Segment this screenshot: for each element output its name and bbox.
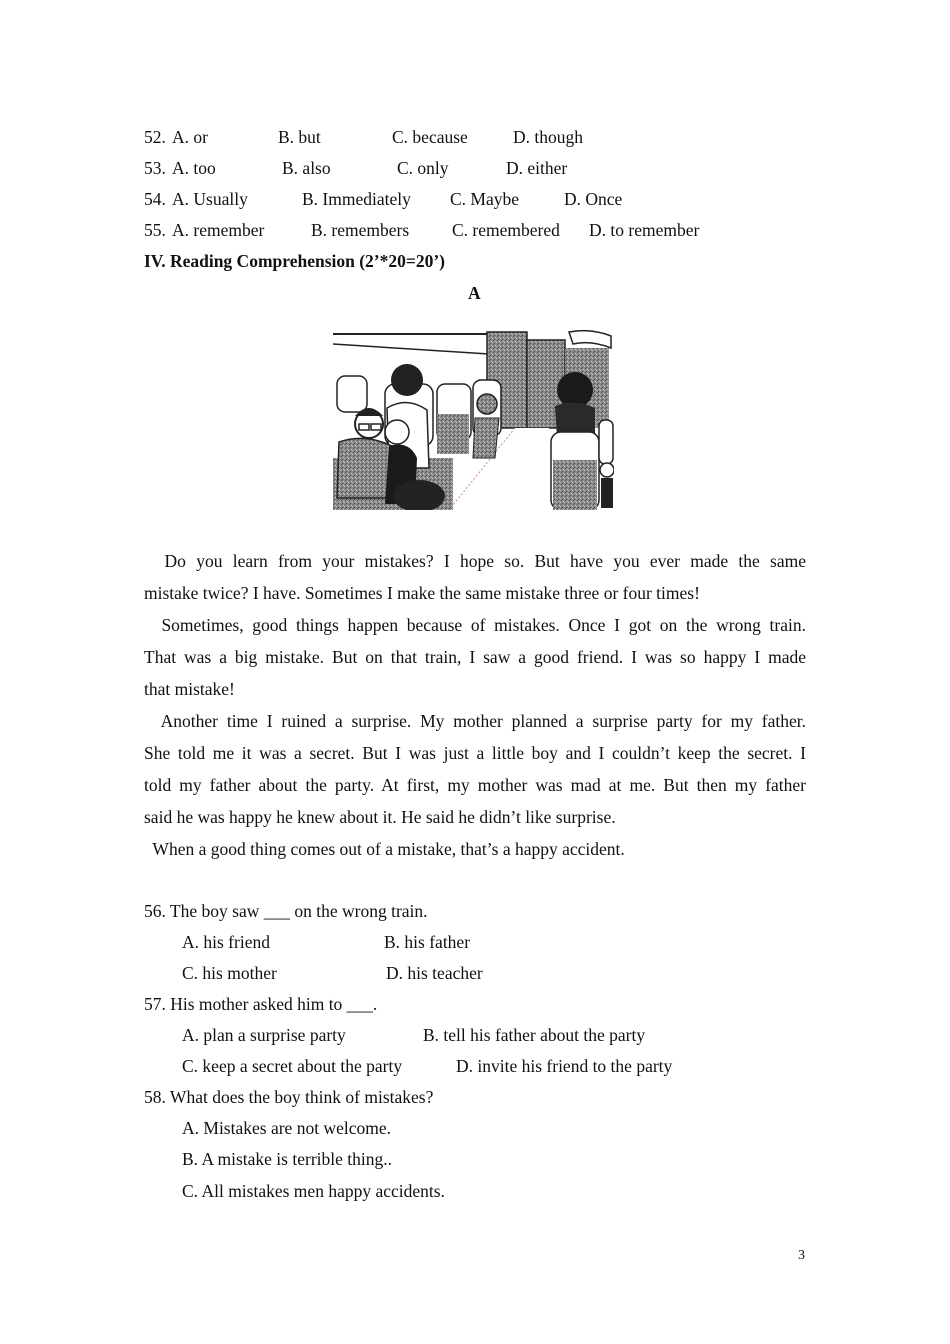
question-stem: 58. What does the boy think of mistakes? bbox=[144, 1087, 434, 1107]
option-d: D. invite his friend to the party bbox=[456, 1056, 673, 1076]
option-b: B. but bbox=[278, 127, 321, 147]
option-d: D. to remember bbox=[589, 220, 700, 240]
question-number: 53. bbox=[144, 158, 166, 178]
passage-line: Do you learn from your mistakes? I hope so. But have you ever made the same bbox=[144, 551, 806, 571]
passage-line: Another time I ruined a surprise. My mother planned a surprise party for my father. bbox=[144, 711, 806, 731]
option-c: C. Maybe bbox=[450, 189, 520, 209]
option-c: C. only bbox=[397, 158, 449, 178]
option-d: D. Once bbox=[564, 189, 623, 209]
reading-passage bbox=[144, 545, 806, 865]
option-a: A. remember bbox=[172, 220, 265, 240]
question-number: 55. bbox=[144, 220, 166, 240]
question-stem: 57. His mother asked him to ___. bbox=[144, 994, 378, 1014]
option-c: C. keep a secret about the party bbox=[182, 1056, 403, 1076]
option-d: D. his teacher bbox=[386, 963, 483, 983]
section-heading: IV. Reading Comprehension (2’*20=20’) bbox=[144, 251, 446, 271]
option-b: B. tell his father about the party bbox=[423, 1025, 646, 1045]
passage-line: that mistake! bbox=[144, 679, 235, 699]
option-a: A. his friend bbox=[182, 932, 270, 952]
option-c: C. his mother bbox=[182, 963, 277, 983]
option-a: A. Mistakes are not welcome. bbox=[182, 1118, 391, 1138]
train-scene-image bbox=[329, 328, 614, 510]
option-a: A. Usually bbox=[172, 189, 248, 209]
passage-line: She told me it was a secret. But I was just a little boy and I couldn’t keep the secret. I bbox=[144, 743, 806, 763]
option-c: C. All mistakes men happy accidents. bbox=[182, 1181, 445, 1201]
option-b: B. remembers bbox=[311, 220, 410, 240]
option-d: D. either bbox=[506, 158, 568, 178]
question-stem: 56. The boy saw ___ on the wrong train. bbox=[144, 901, 428, 921]
passage-line: That was a big mistake. But on that train, I saw a good friend. I was so happy I made bbox=[144, 647, 806, 667]
option-a: A. too bbox=[172, 158, 216, 178]
option-b: B. A mistake is terrible thing.. bbox=[182, 1149, 392, 1169]
option-b: B. Immediately bbox=[302, 189, 411, 209]
passage-line: told my father about the party. At first, my mother was mad at me. But then my father bbox=[144, 775, 806, 795]
passage-line: When a good thing comes out of a mistake, that’s a happy accident. bbox=[144, 839, 625, 859]
page-number: 3 bbox=[798, 1248, 805, 1263]
train-illustration bbox=[329, 328, 614, 510]
passage-line: said he was happy he knew about it. He said he didn’t like surprise. bbox=[144, 807, 616, 827]
question-number: 52. bbox=[144, 127, 166, 147]
passage-label: A bbox=[468, 283, 481, 303]
option-b: B. his father bbox=[384, 932, 471, 952]
passage-line: mistake twice? I have. Sometimes I make the same mistake three or four times! bbox=[144, 583, 700, 603]
passage-line: Sometimes, good things happen because of mistakes. Once I got on the wrong train. bbox=[144, 615, 806, 635]
option-d: D. though bbox=[513, 127, 583, 147]
question-number: 54. bbox=[144, 189, 166, 209]
option-b: B. also bbox=[282, 158, 331, 178]
option-c: C. because bbox=[392, 127, 468, 147]
option-c: C. remembered bbox=[452, 220, 560, 240]
option-a: A. plan a surprise party bbox=[182, 1025, 346, 1045]
option-a: A. or bbox=[172, 127, 208, 147]
